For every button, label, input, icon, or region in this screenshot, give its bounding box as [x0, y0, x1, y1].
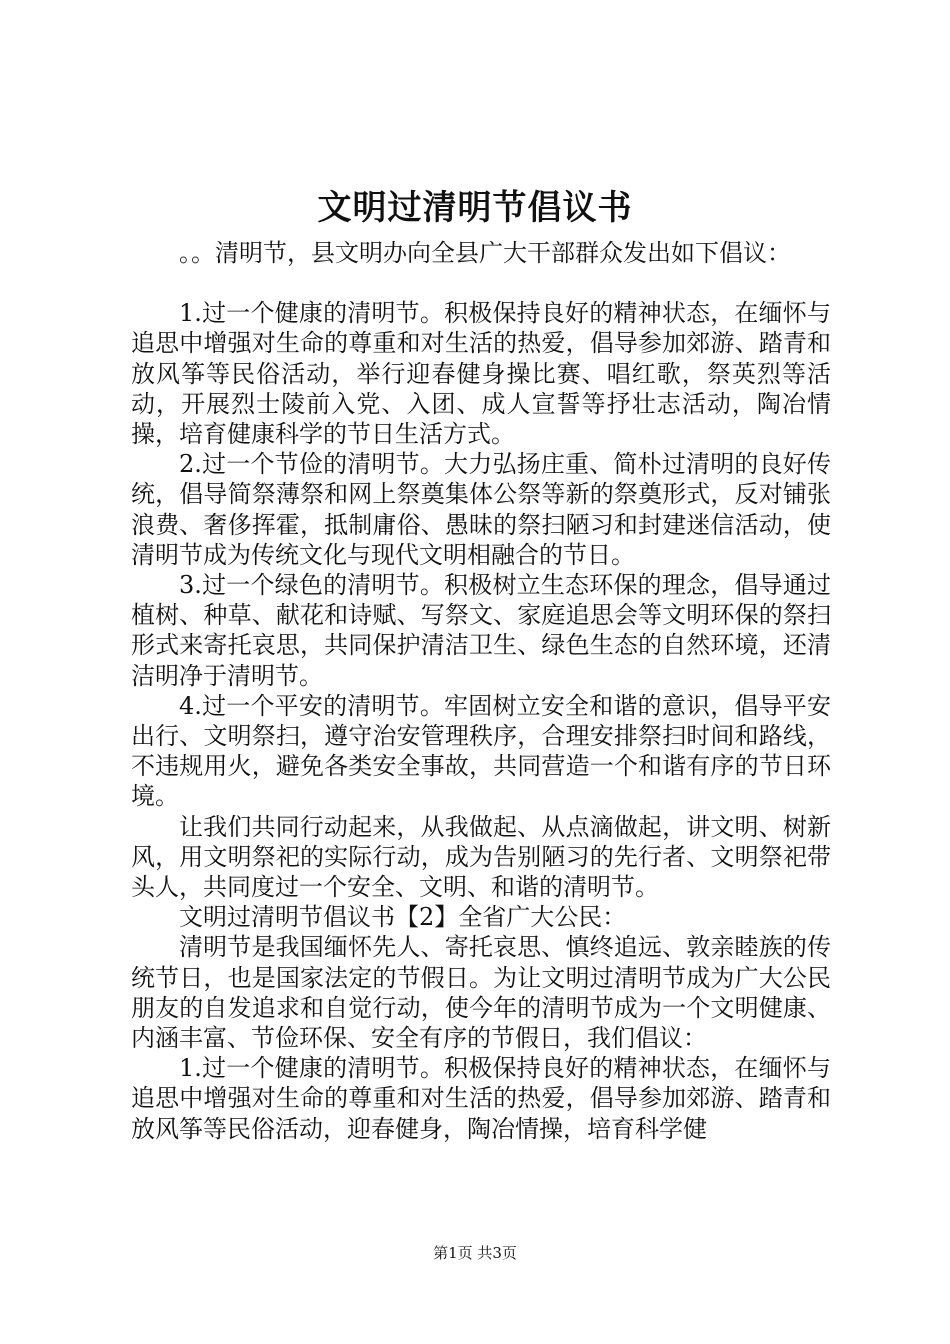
- body-paragraph: 文明过清明节倡议书【2】全省广大公民：: [179, 903, 627, 932]
- page-number: 第1页 共3页: [433, 1244, 517, 1262]
- document-title: 文明过清明节倡议书: [317, 188, 633, 228]
- body-paragraph: 3.过一个绿色的清明节。积极树立生态环保的理念，倡导通过植树、种草、献花和诗赋、写祭文、家庭追思会等文明环保的祭扫形式来寄托哀思，共同保护清洁卫生、绿色生态的自然环境，还清洁明净于清明节。: [131, 571, 831, 690]
- body-paragraph: 清明节是我国缅怀先人、寄托哀思、慎终追远、敦亲睦族的传统节日，也是国家法定的节假日。为让文明过清明节成为广大公民朋友的自发追求和自觉行动，使今年的清明节成为一个文明健康、内涵丰富、节俭环保、安全有序的节假日，我们倡议：: [131, 933, 831, 1053]
- body-paragraph: 1.过一个健康的清明节。积极保持良好的精神状态，在缅怀与追思中增强对生命的尊重和对生活的热爱，倡导参加郊游、踏青和放风筝等民俗活动，举行迎春健身操比赛、唱红歌，祭英烈等活动，开展烈士陵前入党、入团、成人宣誓等抒壮志活动，陶冶情操，培育健康科学的节日生活方式。: [131, 299, 831, 449]
- document-body: [131, 238, 831, 1144]
- intro-paragraph: 。。清明节，县文明办向全县广大干部群众发出如下倡议：: [179, 239, 791, 267]
- body-paragraph: 2.过一个节俭的清明节。大力弘扬庄重、简朴过清明的良好传统，倡导简祭薄祭和网上祭奠集体公祭等新的祭奠形式，反对铺张浪费、奢侈挥霍，抵制庸俗、愚昧的祭扫陋习和封建迷信活动，使清明节成为传统文化与现代文明相融合的节日。: [131, 450, 831, 569]
- body-paragraph: 4.过一个平安的清明节。牢固树立安全和谐的意识，倡导平安出行、文明祭扫，遵守治安管理秩序，合理安排祭扫时间和路线，不违规用火，避免各类安全事故，共同营造一个和谐有序的节日环境。: [131, 691, 831, 811]
- body-paragraph: 1.过一个健康的清明节。积极保持良好的精神状态，在缅怀与追思中增强对生命的尊重和对生活的热爱，倡导参加郊游、踏青和放风筝等民俗活动，迎春健身，陶冶情操，培育科学健: [131, 1054, 831, 1143]
- body-paragraph: 让我们共同行动起来，从我做起、从点滴做起，讲文明、树新风，用文明祭祀的实际行动，成为告别陋习的先行者、文明祭祀带头人，共同度过一个安全、文明、和谐的清明节。: [131, 812, 831, 902]
